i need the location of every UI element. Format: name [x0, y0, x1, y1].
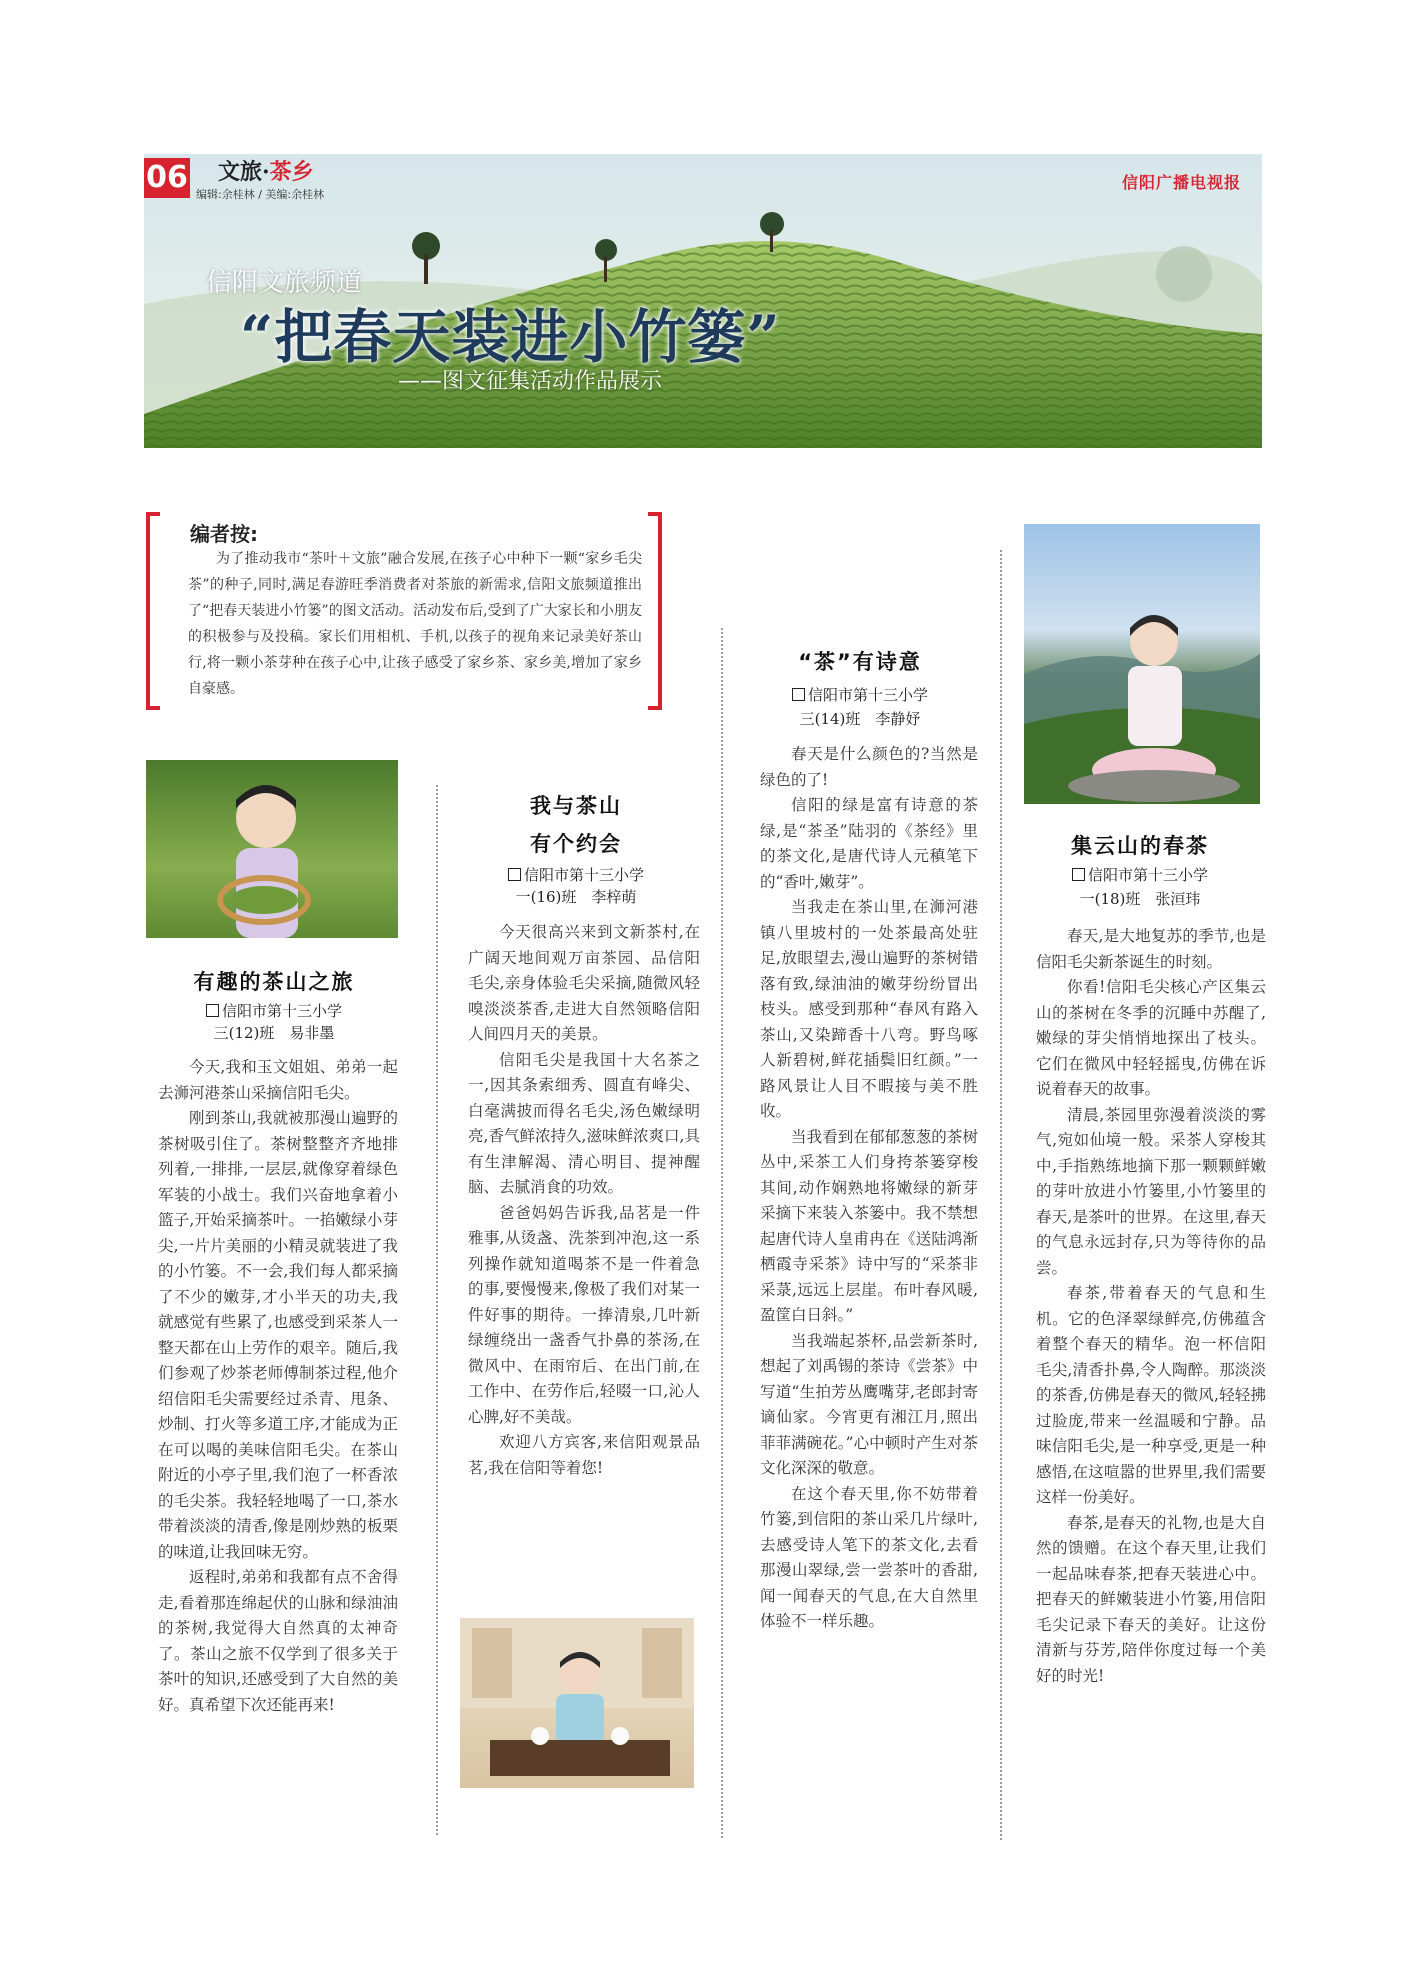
article4-paragraph: 清晨,茶园里弥漫着淡淡的雾气,宛如仙境一般。采茶人穿梭其中,手指熟练地摘下那一颗颗鲜嫩的芽叶放进小竹篓里,小竹篓里的春天,是茶叶的世界。在这里,春天的气息永远封存,只为等待你的品尝。 [1036, 1105, 1266, 1277]
article4-paragraph: 春茶,带着春天的气息和生机。它的色泽翠绿鲜亮,仿佛蕴含着整个春天的精华。泡一杯信阳毛尖,清香扑鼻,令人陶醉。那淡淡的茶香,仿佛是春天的微风,轻轻拂过脸庞,带来一丝温暖和宁静。品味信阳毛尖,是一种享受,更是一种感悟,在这喧嚣的世界里,我们需要这样一份美好。 [1036, 1284, 1266, 1506]
page-subheadline: ——图文征集活动作品展示 [398, 369, 663, 394]
section-label [218, 155, 314, 186]
article2-paragraph: 信阳毛尖是我国十大名茶之一,因其条索细秀、圆直有峰尖、白毫满披而得名毛尖,汤色嫩绿明亮,香气鲜浓持久,滋味鲜浓爽口,具有生津解渴、清心明目、提神醒脑、去腻消食的功效。 [468, 1050, 700, 1196]
article2-body [468, 920, 700, 1481]
article4-photo-girl-on-mountain [1024, 524, 1260, 804]
article1-paragraph: 刚到茶山,我就被那漫山遍野的茶树吸引住了。茶树整整齐齐地排列着,一排排,一层层,就像穿着绿色军装的小战士。我们兴奋地拿着小篮子,开始采摘茶叶。一掐嫩绿小芽尖,一片片美丽的小精灵就装进了我的小竹篓。不一会,我们每人都采摘了不少的嫩芽,才小半天的功夫,我就感觉有些累了,也感受到采茶人一整天都在山上劳作的艰辛。随后,我们参观了炒茶老师傅制茶过程,他介绍信阳毛尖需要经过杀青、甩条、炒制、打火等多道工序,才能成为正在可以喝的美味信阳毛尖。在茶山附近的小亭子里,我们泡了一杯香浓的毛尖茶。我轻轻地喝了一口,茶水带着淡淡的清香,像是刚炒熟的板栗的味道,让我回味无穷。 [158, 1109, 398, 1561]
article1-school [146, 1000, 402, 1021]
channel-name: 信阳文旅频道 [206, 268, 363, 298]
article1-author: 三(12)班 易非墨 [213, 1024, 335, 1042]
article4-paragraph: 春天,是大地复苏的季节,也是信阳毛尖新茶诞生的时刻。 [1036, 927, 1266, 971]
section-accent: 茶乡 [269, 159, 314, 185]
box-bullet-icon [508, 868, 521, 881]
article4-paragraph: 春茶,是春天的礼物,也是大自然的馈赠。在这个春天里,让我们一起品味春茶,把春天装进心中。把春天的鲜嫩装进小竹篓,用信阳毛尖记录下春天的美好。让这份清新与芬芳,陪伴你度过每一个美好的时光! [1036, 1513, 1266, 1685]
article3-paragraph: 在这个春天里,你不妨带着竹篓,到信阳的茶山采几片绿叶,去感受诗人笔下的茶文化,去看那漫山翠绿,尝一尝茶叶的香甜,闻一闻春天的气息,在大自然里体验不一样乐趣。 [760, 1484, 978, 1630]
article4-school-name: 信阳市第十三小学 [1087, 866, 1208, 884]
article2-photo-girl-tea-ceremony [460, 1618, 694, 1788]
article2-paragraph: 欢迎八方宾客,来信阳观景品茗,我在信阳等着您! [468, 1433, 700, 1477]
left-bracket [146, 512, 160, 710]
article1-school-name: 信阳市第十三小学 [221, 1002, 342, 1020]
article2-title-line2: 有个约会 [530, 832, 622, 856]
article1-body [158, 1055, 398, 1718]
article3-title: “茶”有诗意 [798, 650, 922, 674]
article1-paragraph: 今天,我和玉文姐姐、弟弟一起去浉河港茶山采摘信阳毛尖。 [158, 1058, 398, 1102]
editor-note-body: 为了推动我市“茶叶＋文旅”融合发展,在孩子心中种下一颗“家乡毛尖茶”的种子,同时,满足春游旺季消费者对茶旅的新需求,信阳文旅频道推出了“把春天装进小竹篓”的图文活动。活动发布后,受到了广大家长和小朋友的积极参与及投稿。家长们用相机、手机,以孩子的视角来记录美好茶山行,将一颗小茶芽种在孩子心中,让孩子感受了家乡茶、家乡美,增加了家乡自豪感。 [188, 551, 642, 697]
column-divider [436, 785, 438, 1835]
article1-photo-boy-with-basket [146, 760, 398, 938]
article2-paragraph: 今天很高兴来到文新茶村,在广阔天地间观万亩茶园、品信阳毛尖,亲身体验毛尖采摘,随微风轻嗅淡淡茶香,走进大自然领略信阳人间四月天的美景。 [468, 923, 700, 1043]
article3-paragraph: 当我看到在郁郁葱葱的茶树丛中,采茶工人们身挎茶篓穿梭其间,动作娴熟地将嫩绿的新芽采摘下来装入茶篓中。我不禁想起唐代诗人皇甫冉在《送陆鸿渐栖霞寺采茶》诗中写的“采茶非采菉,远远上层崖。布叶春风暖,盈筐白日斜。” [760, 1127, 978, 1324]
article3-paragraph: 春天是什么颜色的?当然是绿色的了! [760, 745, 978, 789]
article2-school [446, 864, 706, 885]
article1-title: 有趣的茶山之旅 [193, 970, 355, 994]
page-headline: “把春天装进小竹篓” [240, 303, 781, 371]
editor-credits: 编辑:余桂林 / 美编:余桂林 [196, 188, 325, 201]
article3-author: 三(14)班 李静妤 [799, 710, 921, 728]
right-bracket [648, 512, 662, 710]
article1-paragraph: 返程时,弟弟和我都有点不舍得走,看着那连绵起伏的山脉和绿油油的茶树,我觉得大自然真的太神奇了。茶山之旅不仅学到了很多关于茶叶的知识,还感受到了大自然的美好。真希望下次还能再来! [158, 1568, 398, 1714]
editor-note-title: 编者按: [190, 522, 258, 546]
newspaper-name: 信阳广播电视报 [1122, 173, 1242, 192]
page-number: 06 [144, 158, 190, 198]
article4-author: 一(18)班 张洹玮 [1079, 890, 1201, 908]
article4-paragraph: 你看!信阳毛尖核心产区集云山的茶树在冬季的沉睡中苏醒了,嫩绿的芽尖悄悄地探出了枝头。它们在微风中轻轻摇曳,仿佛在诉说着春天的故事。 [1036, 978, 1266, 1098]
article3-body [760, 742, 978, 1635]
article3-school [730, 684, 990, 705]
column-divider [721, 628, 723, 1838]
article4-title: 集云山的春茶 [1071, 834, 1209, 858]
column-divider [1000, 550, 1002, 1840]
article3-paragraph: 当我走在茶山里,在浉河港镇八里坡村的一处茶最高处驻足,放眼望去,漫山遍野的茶树错落有致,绿油油的嫩芽纷纷冒出枝头。感受到那种“春风有路入茶山,又染蹄香十八弯。野鸟啄人新碧树,鲜花插鬓旧红颜。”一路风景让人目不暇接与美不胜收。 [760, 898, 978, 1120]
box-bullet-icon [206, 1004, 219, 1017]
box-bullet-icon [1072, 868, 1085, 881]
article3-school-name: 信阳市第十三小学 [807, 686, 928, 704]
article2-paragraph: 爸爸妈妈告诉我,品茗是一件雅事,从烫盏、洗茶到冲泡,这一系列操作就知道喝茶不是一件着急的事,要慢慢来,像极了我们对某一件好事的期待。一捧清泉,几叶新绿缠绕出一盏香气扑鼻的茶汤,在微风中、在雨帘后、在出门前,在工作中、在劳作后,轻啜一口,沁人心脾,好不美哉。 [468, 1203, 700, 1426]
article3-paragraph: 当我端起茶杯,品尝新茶时,想起了刘禹锡的茶诗《尝茶》中写道“生拍芳丛鹰嘴芽,老郎封寄谪仙家。今宵更有湘江月,照出菲菲满碗花。”心中顿时产生对茶文化深深的敬意。 [760, 1331, 978, 1477]
section-prefix: 文旅· [218, 159, 270, 185]
article2-school-name: 信阳市第十三小学 [523, 866, 644, 884]
article3-paragraph: 信阳的绿是富有诗意的茶绿,是“茶圣”陆羽的《茶经》里的茶文化,是唐代诗人元稹笔下的“香叶,嫩芽”。 [760, 796, 978, 891]
article2-author: 一(16)班 李梓萌 [515, 888, 637, 906]
article2-title-line1: 我与茶山 [530, 794, 622, 818]
article4-school [1010, 864, 1270, 885]
article4-body [1036, 924, 1266, 1689]
box-bullet-icon [792, 688, 805, 701]
